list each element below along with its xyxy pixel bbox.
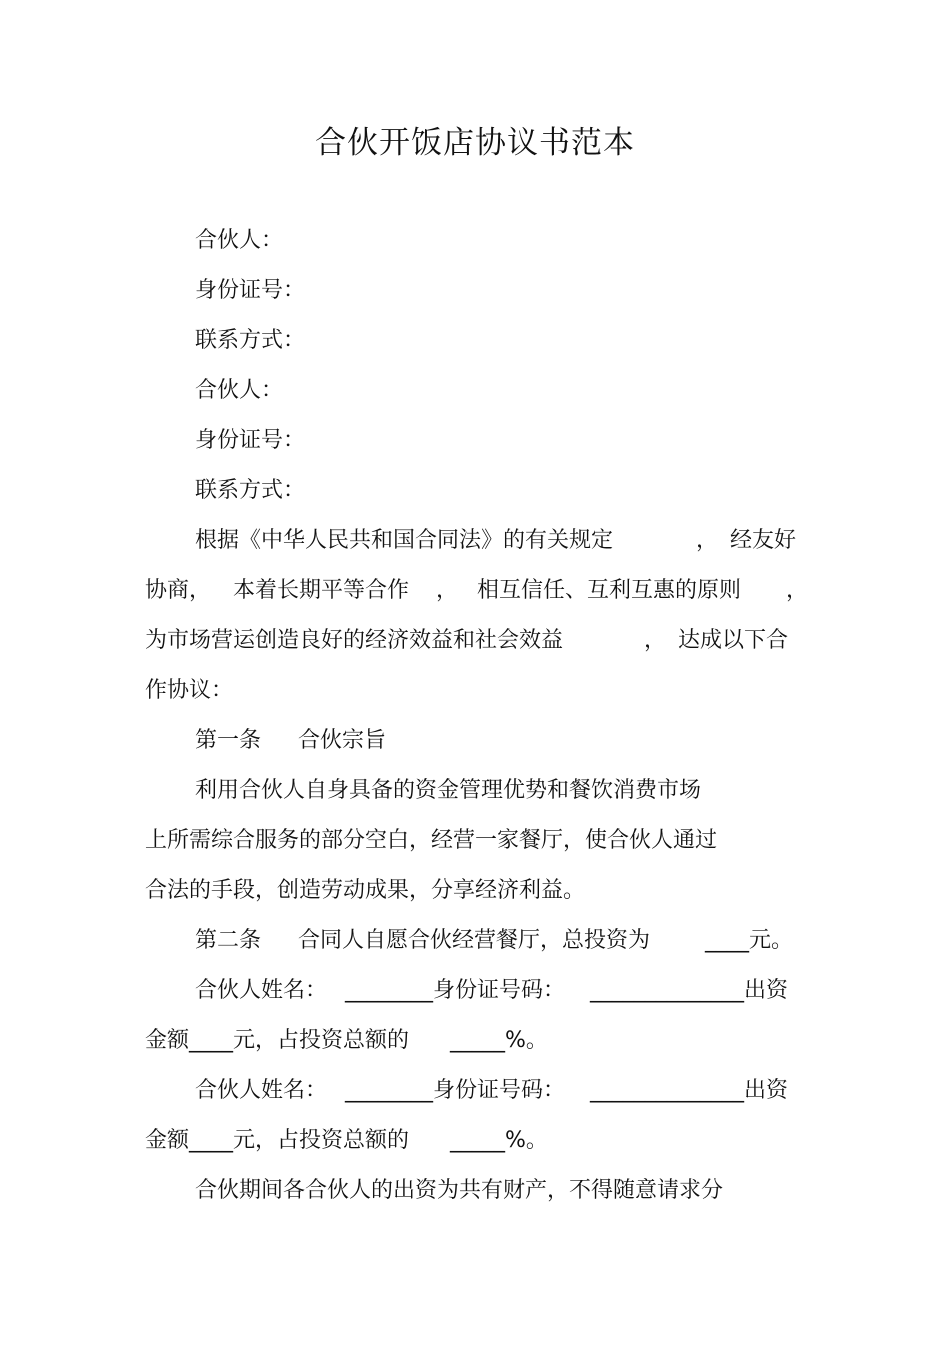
- id-number-label: 身份证号：: [195, 428, 306, 453]
- preamble-text: ，: [436, 578, 459, 603]
- id-number-label: 身份证号：: [195, 278, 306, 303]
- partner-invest-blank: ______________出资: [590, 978, 789, 1003]
- preamble-text: 协商，: [145, 578, 212, 603]
- preamble-text: 根据《中华人民共和国合同法》的有关规定: [195, 528, 614, 553]
- partner-id-blank: ________身份证号码：: [345, 1078, 566, 1103]
- preamble-text: ，: [696, 528, 719, 553]
- article-number: 第一条: [195, 728, 262, 753]
- preamble-text: 本着长期平等合作: [233, 578, 410, 603]
- partner-name-label: 合伙人姓名：: [195, 1078, 328, 1103]
- partner-amount-blank: 金额____元，占投资总额的: [145, 1128, 410, 1153]
- partner-name-label: 合伙人姓名：: [195, 978, 328, 1003]
- contact-label: 联系方式：: [195, 478, 306, 503]
- total-investment-blank: ____元。: [705, 928, 794, 953]
- article-heading: 合伙宗旨: [298, 728, 387, 753]
- article-text: 合法的手段，创造劳动成果，分享经济利益。: [145, 878, 586, 903]
- article-text: 上所需综合服务的部分空白，经营一家餐厅，使合伙人通过: [145, 828, 718, 853]
- document-title: 合伙开饭店协议书范本: [315, 125, 635, 161]
- preamble-text: 为市场营运创造良好的经济效益和社会效益: [145, 628, 564, 653]
- preamble-text: 作协议：: [145, 678, 234, 703]
- partner-id-blank: ________身份证号码：: [345, 978, 566, 1003]
- article-text: 合同人自愿合伙经营餐厅，总投资为: [298, 928, 651, 953]
- preamble-text: ，: [786, 578, 809, 603]
- article-text: 合伙期间各合伙人的出资为共有财产，不得随意请求分: [195, 1178, 724, 1203]
- preamble-text: ，: [644, 628, 667, 653]
- preamble-text: 相互信任、互利互惠的原则: [477, 578, 742, 603]
- article-number: 第二条: [195, 928, 262, 953]
- contact-label: 联系方式：: [195, 328, 306, 353]
- partner-amount-blank: 金额____元，占投资总额的: [145, 1028, 410, 1053]
- preamble-text: 经友好: [730, 528, 797, 553]
- preamble-text: 达成以下合: [678, 628, 789, 653]
- partner-invest-blank: ______________出资: [590, 1078, 789, 1103]
- partner-label: 合伙人：: [195, 228, 284, 253]
- partner-label: 合伙人：: [195, 378, 284, 403]
- partner-percent-blank: _____%。: [450, 1128, 548, 1153]
- article-text: 利用合伙人自身具备的资金管理优势和餐饮消费市场: [195, 778, 702, 803]
- partner-percent-blank: _____%。: [450, 1028, 548, 1053]
